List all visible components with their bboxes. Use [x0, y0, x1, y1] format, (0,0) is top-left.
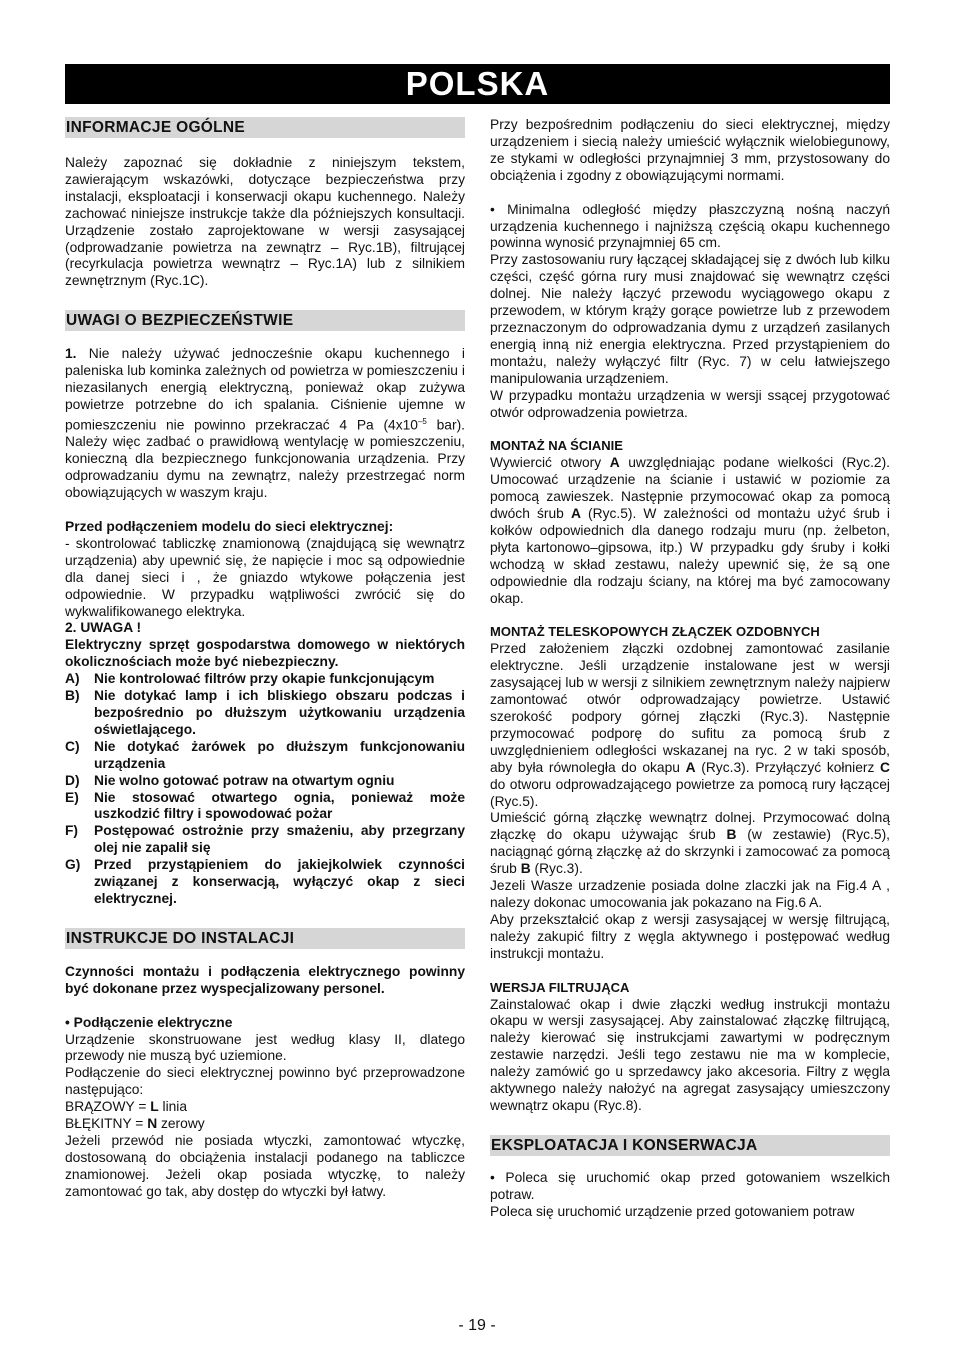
section-heading-operation: EKSPLOATACJA I KONSERWACJA — [490, 1135, 890, 1156]
subheading-electrical-connection: • Podłączenie elektryczne — [65, 1014, 233, 1030]
wire-color: BŁĘKITNY = — [65, 1116, 148, 1132]
list-item-text: Nie wolno gotować potraw na otwartym ogniu — [94, 772, 395, 788]
wire-code: N — [147, 1116, 158, 1132]
before-connection-text: - skontrolować tabliczkę znamionową (znajdującą się wewnątrz urządzenia) aby upewnić się, że napięcie i moc są odpowiednie dla danej sieci i , że gniazdo wtykowe połączenia jest odpowiednie. W przypadku wątpliwości zwrócić się do wykwalifikowanego elektryka. — [65, 535, 465, 619]
telescopic-text-2 — [490, 810, 890, 878]
minimum-distance-text: • Minimalna odległość między płaszczyzną nośną naczyń urządzenia kuchennego i najniższą częścią okapu kuchennego powinna wynosić przynajmniej 65 cm. — [490, 201, 890, 251]
list-item — [65, 823, 465, 857]
general-info-text: Należy zapoznać się dokładnie z niniejszym tekstem, zawierającym wskazówki, dotyczące bezpieczeństwa przy instalacji, eksploatacji i konserwacji okapu kuchennego. Należy zachować niniejsze instrukcje także dla późniejszych konsultacji. Urządzenie zostało zaprojektowane w wersji zasysającej (odprowadzanie powietrza na zewnątrz – Ryc.1B), filtrującej (recyrkulacja powietrza wewnątrz – Ryc.1A) lub z silnikiem zewnętrznym (Ryc.1C). — [65, 155, 465, 289]
text-run: Przed założeniem złączki ozdobnej zamontować zasilanie elektryczne. Jeśli urządzenie instalowane jest w wersji zasysającej lub w wersji z silnikiem zewnętrznym należy najpierw zamontować otwór odprowadzający powietrze. Ustawić szerokość podpory górnej złączki (Ryc.3). Następnie przymocować podporę do sufitu za pomocą śrub z uwzględnieniem odległości wskazanej na ryc. 2 w taki sposób, aby była równoległa do okapu — [490, 641, 890, 775]
section-heading-safety: UWAGI O BEZPIECZEŃSTWIE — [65, 310, 465, 331]
list-item-key: C) — [65, 738, 80, 754]
direct-connection-text: Przy bezpośrednim podłączeniu do sieci elektrycznej, między urządzeniem i siecią należy umieścić wyłącznik wielobiegunowy, ze stykami w odległości przynajmniej 3 mm, przystosowany do obciążenia i zgodny z obowiązującymi normami. — [490, 117, 890, 183]
wire-role: zerowy — [157, 1116, 205, 1132]
safety-text-1b: bar). Należy więc zadbać o prawidłową wentylację w pomieszczeniu, konieczną dla bezpiecznego funkcjonowania urządzenia. Przy odprowadzaniu dymu na zewnątrz, należy przestrzegać norm obowiązujących w waszym kraju. — [65, 417, 466, 501]
wire-blue — [65, 1116, 465, 1133]
installation-personnel-note: Czynności montażu i podłączenia elektrycznego powinny być dokonane przez wyspecjalizowany personel. — [65, 963, 465, 996]
list-item-text: Nie kontrolować filtrów przy okapie funkcjonującym — [94, 671, 435, 687]
text-run: uwzględniając podane wielkości (Ryc.2). Umocować urządzenie na ścianie i ustawić w poziomie za pomocą zawieszek. Następnie przymocować okap za pomocą dwóch śrub — [490, 455, 891, 522]
subheading-telescopic-couplings: MONTAŻ TELESKOPOWYCH ZŁĄCZEK OZDOBNYCH — [490, 624, 820, 640]
list-item-text: Postępować ostrożnie przy smażeniu, aby przegrzany olej nie zapalił się — [94, 823, 465, 856]
list-item-key: G) — [65, 857, 81, 873]
duct-text: Przy zastosowaniu rury łączącej składającej się z dwóch lub kilku części, część górna rury musi znajdować się wewnątrz części dolnej. Nie należy łączyć przewodu wyciągowego okapu z przewodem, w którym krąży gorące powietrze lub z przewodem przeznaczonym do odprowadzania dymu z urządzeń zasilanych energią inną niż energia elektryczna. Przed przystąpieniem do montażu, należy wyłączyć filtr (Ryc. 7) w celu łatwiejszego manipulowania urządzeniem. — [490, 252, 890, 386]
text-run: do otworu odprowadzającego powietrze za pomocą rury łączącej (Ryc.5). — [490, 776, 890, 809]
safety-paragraph-1 — [65, 346, 465, 502]
list-item-key: B) — [65, 688, 80, 704]
banner-title: POLSKA — [405, 65, 550, 102]
text-run: (Ryc.5). W zależności od montażu użyć śrub i kołków odpowiednich dla danego rodzaju muru (np. żelbeton, płyta kartonowo–gipsowa, itp.) W przypadku gdy śruby i kołki wchodzą w skład zestawu, należy upewnić się, że są one odpowiednie dla rodzaju ściany, na której ma być zamocowany okap. — [490, 506, 890, 606]
safety-text-1a: Nie należy używać jednocześnie okapu kuchennego i paleniska lub kominka zależnych od powietrza w pomieszczeniu i niezasilanych energią elektryczną, ponieważ okap zużywa powietrze potrzebne do ich spalania. Ciśnienie ujemne w pomieszczeniu nie powinno przekraczać 4 Pa (4x10 — [65, 346, 465, 433]
letter-ref: C — [880, 759, 891, 775]
subheading-filter-version: WERSJA FILTRUJĄCA — [490, 979, 630, 995]
item-number: 1. — [65, 346, 77, 362]
telescopic-text-1 — [490, 641, 890, 810]
list-item-text: Nie dotykać lamp i ich bliskiego obszaru podczas i bezpośrednio po dłuższym użytkowaniu urządzenia oświetlającego. — [94, 688, 465, 737]
list-item — [65, 739, 465, 773]
list-item-key: E) — [65, 789, 79, 805]
letter-ref: B — [726, 827, 737, 843]
electrical-class-text: Urządzenie skonstruowane jest według klasy II, dlatego przewody nie muszą być uziemione. — [65, 1031, 465, 1064]
exponent: –5 — [417, 416, 427, 426]
list-item — [65, 671, 465, 688]
lower-coupling-text: Jezeli Wasze urzadzenie posiada dolne zlaczki jak na Fig.4 A , nalezy dokonac umocowania jak pokazano na Fig.6 A. — [490, 878, 890, 910]
filter-version-text: Zainstalować okap i dwie złączki według instrukcji montażu okapu w wersji zasysającej. Aby zainstalować złączkę filtrującą, należy kierować się instrukcjami zawartymi w podręcznym zestawie narzędzi. Jeśli tego zestawu nie ma w komplecie, należy zamówić go u sprzedawcy jako akcesoria. Filtry z węgla aktywnego należy nałożyć na agregat zasysający umieszczony wewnątrz okapu (Ryc.8). — [490, 996, 890, 1113]
list-item — [65, 773, 465, 790]
letter-ref: A — [685, 759, 696, 775]
letter-ref: B — [520, 861, 531, 877]
list-item-key: F) — [65, 823, 79, 839]
text-run: (w zestawie) (Ryc.5), naciągnąć górną złączkę aż do skrzynki i zamocować za pomocą śrub — [490, 827, 890, 877]
list-item-key: A) — [65, 671, 80, 687]
wall-mounting-text — [490, 455, 890, 607]
text-run: Umieścić górną złączkę wewnątrz dolnej. Przymocować dolną złączkę do okapu używając śrub — [490, 810, 890, 843]
electrical-wiring-text: Podłączenie do sieci elektrycznej powinno być przeprowadzone następująco: — [65, 1065, 465, 1098]
operation-text-1: • Poleca się uruchomić okap przed gotowaniem wszelkich potraw. — [490, 1169, 890, 1202]
wire-role: linia — [158, 1099, 188, 1115]
wire-code: L — [150, 1099, 159, 1115]
wire-brown — [65, 1099, 465, 1116]
list-item — [65, 857, 465, 908]
text-run: Wywiercić otwory — [490, 455, 610, 471]
wire-color: BRĄZOWY = — [65, 1099, 151, 1115]
section-heading-installation: INSTRUKCJE DO INSTALACJI — [65, 928, 465, 949]
letter-ref: A — [609, 455, 620, 471]
conversion-text: Aby przekształcić okap z wersji zasysającej w wersję filtrującą, należy zakupić filtry z węgla aktywnego i postępować według instrukcji montażu. — [490, 911, 890, 961]
warning-label: 2. UWAGA ! — [65, 620, 142, 636]
warning-list — [65, 671, 465, 908]
plug-text: Jeżeli przewód nie posiada wtyczki, zamontować wtyczkę, dostosowaną do obciążenia instalacji podanego na tabliczce znamionowej. Jeżeli okap posiada wtyczkę, to należy zamontować go tak, aby dostęp do wtyczki był łatwy. — [65, 1133, 465, 1199]
subheading-before-connection: Przed podłączeniem modelu do sieci elektrycznej: — [65, 519, 394, 534]
page-number: - 19 - — [458, 1317, 496, 1334]
subheading-wall-mounting: MONTAŻ NA ŚCIANIE — [490, 438, 623, 454]
list-item-key: D) — [65, 772, 80, 788]
letter-ref: A — [570, 506, 581, 522]
section-heading-general-info: INFORMACJE OGÓLNE — [65, 117, 465, 138]
text-run: (Ryc.3). Przyłączyć kołnierz — [695, 759, 881, 775]
operation-text-2: Poleca się uruchomić urządzenie przed gotowaniem potraw — [490, 1203, 855, 1219]
text-run: (Ryc.3). — [530, 861, 583, 877]
left-column — [65, 117, 465, 1201]
list-item — [65, 688, 465, 739]
list-item-text: Przed przystąpieniem do jakiejkolwiek czynności związanej z konserwacją, wyłączyć okap z sieci elektrycznej. — [94, 857, 465, 906]
suction-version-text: W przypadku montażu urządzenia w wersji ssącej przygotować otwór odprowadzenia powietrza. — [490, 387, 890, 420]
right-column — [490, 117, 890, 1221]
list-item — [65, 790, 465, 824]
language-code-badge: PL — [868, 133, 938, 163]
list-item-text: Nie stosować otwartego ognia, ponieważ może uszkodzić filtry i spowodować pożar — [94, 789, 465, 822]
list-item-text: Nie dotykać żarówek po dłuższym funkcjonowaniu urządzenia — [94, 738, 465, 771]
warning-text: Elektryczny sprzęt gospodarstwa domowego w niektórych okolicznościach może być niebezpieczny. — [65, 637, 465, 670]
